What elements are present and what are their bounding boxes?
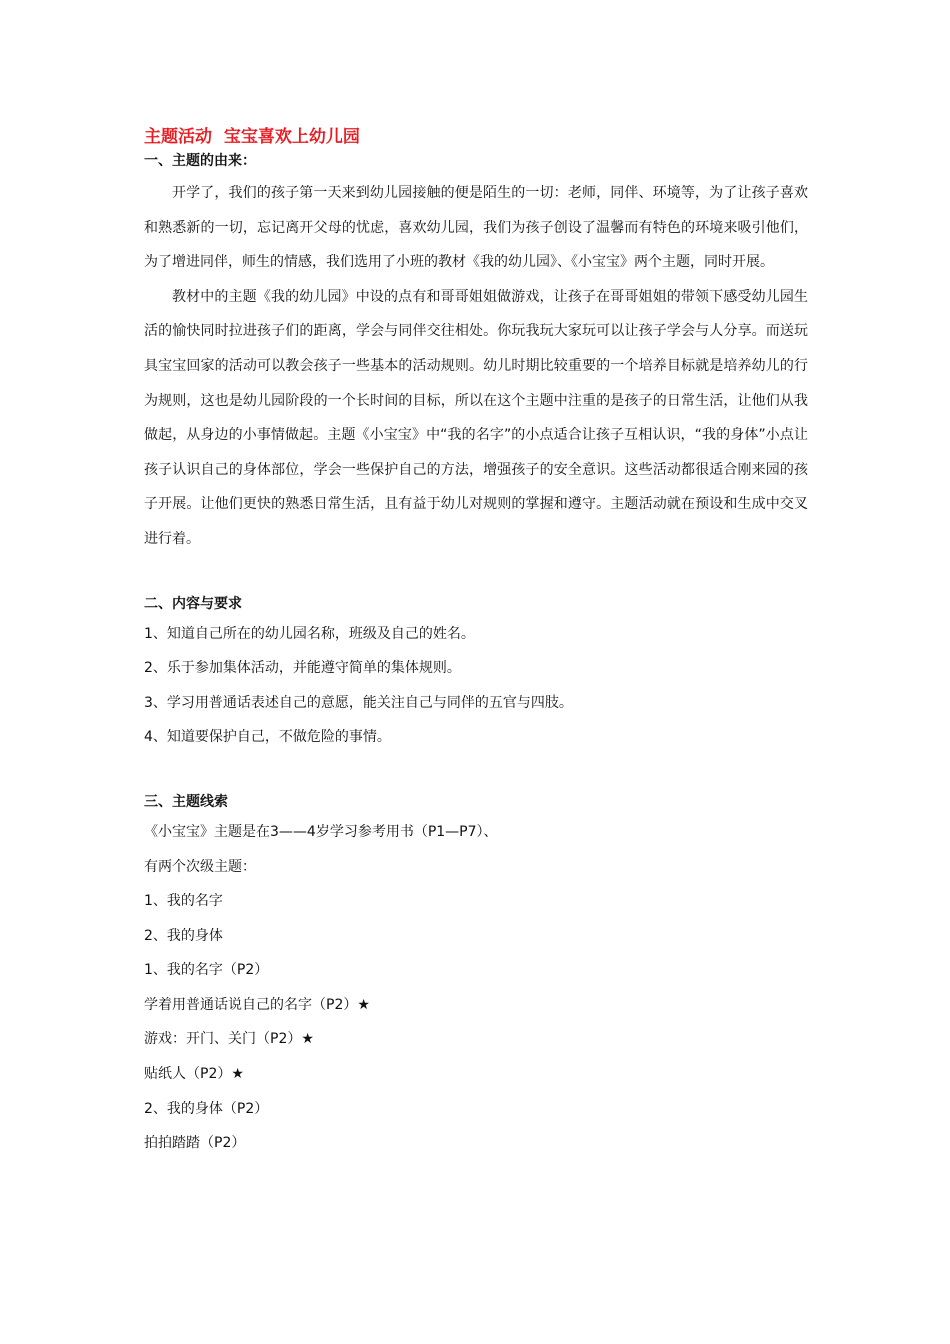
list-item: 2、乐于参加集体活动，并能遵守简单的集体规则。 [144, 660, 461, 677]
list-item: 贴纸人（P2）★ [144, 1066, 244, 1083]
list-item: 2、我的身体（P2） [144, 1100, 269, 1117]
section1-paragraph-1: 开学了，我们的孩子第一天来到幼儿园接触的便是陌生的一切：老师，同伴、环境等，为了让孩子喜欢和熟悉新的一切，忘记离开父母的忧虑，喜欢幼儿园，我们为孩子创设了温馨而有特色的环境来吸引他们，为了增进同伴，师生的情感，我们选用了小班的教材《我的幼儿园》、《小宝宝》两个主题，同时开展。 [144, 185, 808, 271]
list-item: 《小宝宝》主题是在3——4岁学习参考用书（P1—P7）、 [144, 823, 498, 840]
list-item: 1、知道自己所在的幼儿园名称，班级及自己的姓名。 [144, 625, 475, 642]
section2-list [144, 617, 808, 755]
list-item: 4、知道要保护自己，不做危险的事情。 [144, 729, 391, 746]
list-item: 拍拍踏踏（P2） [144, 1135, 246, 1152]
list-item: 2、我的身体 [144, 927, 223, 944]
list-item: 3、学习用普通话表述自己的意愿，能关注自己与同伴的五官与四肢。 [144, 694, 573, 711]
section1-paragraph-2: 教材中的主题《我的幼儿园》中设的点有和哥哥姐姐做游戏，让孩子在哥哥姐姐的带领下感受幼儿园生活的愉快同时拉进孩子们的距离，学会与同伴交往相处。你玩我玩大家玩可以让孩子学会与人分享。而送玩具宝宝回家的活动可以教会孩子一些基本的活动规则。幼儿时期比较重要的一个培养目标就是培养幼儿的行为规则，这也是幼儿园阶段的一个长时间的目标，所以在这个主题中注重的是孩子的日常生活，让他们从我做起，从身边的小事情做起。主题《小宝宝》中“我的名字”的小点适合让孩子互相认识，“我的身体”小点让孩子认识自己的身体部位，学会一些保护自己的方法，增强孩子的安全意识。这些活动都很适合刚来园的孩子开展。让他们更快的熟悉日常生活，且有益于幼儿对规则的掌握和遵守。主题活动就在预设和生成中交叉进行着。 [144, 288, 808, 547]
document-title: 主题活动 宝宝喜欢上幼儿园 [144, 127, 360, 147]
list-item: 游戏：开门、关门（P2）★ [144, 1031, 314, 1048]
list-item: 有两个次级主题： [144, 858, 256, 875]
list-item: 1、我的名字（P2） [144, 962, 269, 979]
list-item: 学着用普通话说自己的名字（P2）★ [144, 996, 370, 1013]
section3-heading: 三、主题线索 [144, 793, 228, 810]
list-item: 1、我的名字 [144, 893, 223, 910]
section3-list [144, 815, 808, 1161]
document-page [144, 124, 808, 1161]
section2-heading: 二、内容与要求 [144, 595, 242, 612]
section1-heading: 一、主题的由来： [144, 153, 256, 169]
